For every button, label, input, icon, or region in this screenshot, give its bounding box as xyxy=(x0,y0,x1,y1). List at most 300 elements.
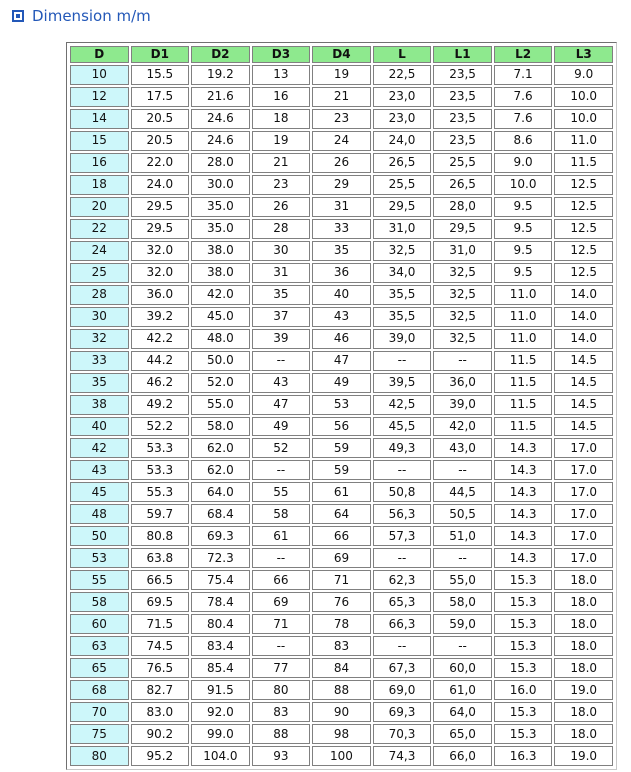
table-cell: 56,3 xyxy=(373,504,432,524)
dimension-table xyxy=(68,44,615,768)
table-cell: 21.6 xyxy=(191,87,250,107)
table-cell: 83.4 xyxy=(191,636,250,656)
table-cell: 22,5 xyxy=(373,65,432,85)
table-cell: 99.0 xyxy=(191,724,250,744)
row-key-cell: 25 xyxy=(70,263,129,283)
table-row xyxy=(70,504,613,524)
table-cell: 17.5 xyxy=(131,87,190,107)
table-cell: 16.0 xyxy=(494,680,553,700)
table-cell: 24.6 xyxy=(191,109,250,129)
table-cell: 30 xyxy=(252,241,311,261)
table-cell: 17.0 xyxy=(554,438,613,458)
table-row xyxy=(70,373,613,393)
table-cell: 55,0 xyxy=(433,570,492,590)
table-cell: 35 xyxy=(252,285,311,305)
table-cell: 38.0 xyxy=(191,263,250,283)
table-cell: 32.0 xyxy=(131,241,190,261)
table-row xyxy=(70,482,613,502)
table-row xyxy=(70,241,613,261)
table-cell: 14.5 xyxy=(554,395,613,415)
row-key-cell: 20 xyxy=(70,197,129,217)
table-cell: 16.3 xyxy=(494,746,553,766)
table-cell: 80.4 xyxy=(191,614,250,634)
table-row xyxy=(70,548,613,568)
table-cell: 9.5 xyxy=(494,219,553,239)
table-cell: 69,0 xyxy=(373,680,432,700)
row-key-cell: 45 xyxy=(70,482,129,502)
table-row xyxy=(70,724,613,744)
table-cell: 44.2 xyxy=(131,351,190,371)
table-cell: 71 xyxy=(252,614,311,634)
table-cell: 66,3 xyxy=(373,614,432,634)
table-cell: 33 xyxy=(312,219,371,239)
table-cell: 42.2 xyxy=(131,329,190,349)
table-cell: 61 xyxy=(312,482,371,502)
table-cell: 100 xyxy=(312,746,371,766)
table-cell: 83.0 xyxy=(131,702,190,722)
row-key-cell: 15 xyxy=(70,131,129,151)
column-header-d3: D3 xyxy=(252,46,311,63)
table-cell: -- xyxy=(252,548,311,568)
row-key-cell: 80 xyxy=(70,746,129,766)
table-cell: 42,5 xyxy=(373,395,432,415)
section-title-text: Dimension m/m xyxy=(32,7,151,25)
row-key-cell: 16 xyxy=(70,153,129,173)
table-cell: 14.5 xyxy=(554,373,613,393)
table-cell: 15.3 xyxy=(494,614,553,634)
table-cell: 90.2 xyxy=(131,724,190,744)
table-cell: 32,5 xyxy=(433,329,492,349)
table-cell: 82.7 xyxy=(131,680,190,700)
table-cell: 11.5 xyxy=(494,417,553,437)
table-row xyxy=(70,263,613,283)
table-cell: 28.0 xyxy=(191,153,250,173)
table-cell: 92.0 xyxy=(191,702,250,722)
table-cell: 17.0 xyxy=(554,548,613,568)
table-cell: 69 xyxy=(252,592,311,612)
table-cell: 24.0 xyxy=(131,175,190,195)
table-cell: 14.3 xyxy=(494,460,553,480)
table-cell: 11.0 xyxy=(494,329,553,349)
row-key-cell: 55 xyxy=(70,570,129,590)
table-cell: 32,5 xyxy=(373,241,432,261)
table-cell: 76 xyxy=(312,592,371,612)
table-cell: 20.5 xyxy=(131,109,190,129)
table-cell: 11.5 xyxy=(494,351,553,371)
table-cell: 22.0 xyxy=(131,153,190,173)
column-header-d: D xyxy=(70,46,129,63)
table-cell: 24.6 xyxy=(191,131,250,151)
table-cell: 9.5 xyxy=(494,197,553,217)
table-cell: 68.4 xyxy=(191,504,250,524)
table-cell: -- xyxy=(373,636,432,656)
table-row xyxy=(70,417,613,437)
table-cell: 31 xyxy=(252,263,311,283)
table-cell: 85.4 xyxy=(191,658,250,678)
table-cell: 13 xyxy=(252,65,311,85)
table-cell: 64 xyxy=(312,504,371,524)
table-cell: 66 xyxy=(252,570,311,590)
table-cell: 11.5 xyxy=(494,395,553,415)
table-cell: 12.5 xyxy=(554,175,613,195)
table-cell: 76.5 xyxy=(131,658,190,678)
table-cell: 49.2 xyxy=(131,395,190,415)
table-cell: 15.3 xyxy=(494,592,553,612)
table-cell: 53.3 xyxy=(131,460,190,480)
row-key-cell: 33 xyxy=(70,351,129,371)
table-cell: 19 xyxy=(252,131,311,151)
table-cell: 75.4 xyxy=(191,570,250,590)
table-cell: 50,5 xyxy=(433,504,492,524)
table-cell: 14.5 xyxy=(554,351,613,371)
column-header-d4: D4 xyxy=(312,46,371,63)
table-cell: 56 xyxy=(312,417,371,437)
dimension-table-frame xyxy=(66,42,617,770)
table-cell: 17.0 xyxy=(554,526,613,546)
table-cell: 59 xyxy=(312,438,371,458)
row-key-cell: 70 xyxy=(70,702,129,722)
table-row xyxy=(70,658,613,678)
table-cell: 61 xyxy=(252,526,311,546)
table-row xyxy=(70,526,613,546)
table-cell: 61,0 xyxy=(433,680,492,700)
table-cell: 23,5 xyxy=(433,131,492,151)
table-cell: -- xyxy=(433,460,492,480)
table-cell: 9.0 xyxy=(554,65,613,85)
table-cell: 14.0 xyxy=(554,285,613,305)
table-cell: 23,0 xyxy=(373,109,432,129)
table-cell: 19.0 xyxy=(554,680,613,700)
table-cell: 15.3 xyxy=(494,658,553,678)
table-cell: 32,5 xyxy=(433,285,492,305)
table-cell: 66,0 xyxy=(433,746,492,766)
row-key-cell: 58 xyxy=(70,592,129,612)
column-header-d2: D2 xyxy=(191,46,250,63)
table-row xyxy=(70,285,613,305)
table-row xyxy=(70,65,613,85)
table-cell: 52.2 xyxy=(131,417,190,437)
table-cell: 11.5 xyxy=(494,373,553,393)
table-cell: 14.3 xyxy=(494,504,553,524)
table-cell: -- xyxy=(373,351,432,371)
row-key-cell: 10 xyxy=(70,65,129,85)
table-cell: 43 xyxy=(312,307,371,327)
table-cell: 21 xyxy=(252,153,311,173)
table-row xyxy=(70,570,613,590)
table-cell: 9.5 xyxy=(494,263,553,283)
table-cell: 88 xyxy=(252,724,311,744)
table-cell: 44,5 xyxy=(433,482,492,502)
table-cell: 58,0 xyxy=(433,592,492,612)
table-cell: 36 xyxy=(312,263,371,283)
table-cell: 18.0 xyxy=(554,658,613,678)
table-cell: 45,5 xyxy=(373,417,432,437)
table-cell: 84 xyxy=(312,658,371,678)
table-cell: 12.5 xyxy=(554,241,613,261)
table-cell: 7.1 xyxy=(494,65,553,85)
table-cell: 32,5 xyxy=(433,307,492,327)
table-row xyxy=(70,87,613,107)
row-key-cell: 53 xyxy=(70,548,129,568)
table-cell: 51,0 xyxy=(433,526,492,546)
table-cell: 62,3 xyxy=(373,570,432,590)
table-cell: 59,0 xyxy=(433,614,492,634)
table-cell: 65,0 xyxy=(433,724,492,744)
table-cell: 8.6 xyxy=(494,131,553,151)
table-cell: 55.3 xyxy=(131,482,190,502)
table-cell: 23 xyxy=(252,175,311,195)
table-cell: 52.0 xyxy=(191,373,250,393)
table-cell: 20.5 xyxy=(131,131,190,151)
table-cell: 71 xyxy=(312,570,371,590)
table-cell: 104.0 xyxy=(191,746,250,766)
table-cell: 91.5 xyxy=(191,680,250,700)
table-cell: 18.0 xyxy=(554,592,613,612)
table-cell: 49 xyxy=(252,417,311,437)
table-cell: 10.0 xyxy=(494,175,553,195)
table-cell: 14.0 xyxy=(554,307,613,327)
table-cell: 15.3 xyxy=(494,702,553,722)
table-cell: 46 xyxy=(312,329,371,349)
table-cell: 77 xyxy=(252,658,311,678)
table-cell: 57,3 xyxy=(373,526,432,546)
table-cell: 55.0 xyxy=(191,395,250,415)
table-cell: 35.0 xyxy=(191,219,250,239)
table-cell: 7.6 xyxy=(494,87,553,107)
table-cell: 55 xyxy=(252,482,311,502)
table-cell: 62.0 xyxy=(191,460,250,480)
table-cell: 19.2 xyxy=(191,65,250,85)
table-cell: 17.0 xyxy=(554,482,613,502)
table-cell: -- xyxy=(252,460,311,480)
table-cell: 83 xyxy=(252,702,311,722)
table-cell: 10.0 xyxy=(554,109,613,129)
table-cell: 40 xyxy=(312,285,371,305)
row-key-cell: 32 xyxy=(70,329,129,349)
table-row xyxy=(70,153,613,173)
table-row xyxy=(70,636,613,656)
table-row xyxy=(70,592,613,612)
table-cell: 11.0 xyxy=(494,307,553,327)
table-cell: 78 xyxy=(312,614,371,634)
table-cell: 66 xyxy=(312,526,371,546)
table-cell: 23,0 xyxy=(373,87,432,107)
table-cell: 65,3 xyxy=(373,592,432,612)
table-cell: -- xyxy=(252,636,311,656)
table-cell: 69 xyxy=(312,548,371,568)
table-row xyxy=(70,351,613,371)
table-cell: 23,5 xyxy=(433,65,492,85)
table-cell: -- xyxy=(433,351,492,371)
table-cell: 64,0 xyxy=(433,702,492,722)
table-cell: 31,0 xyxy=(373,219,432,239)
table-cell: 80.8 xyxy=(131,526,190,546)
table-cell: 80 xyxy=(252,680,311,700)
table-row xyxy=(70,329,613,349)
table-cell: 12.5 xyxy=(554,219,613,239)
table-cell: 62.0 xyxy=(191,438,250,458)
table-cell: 18 xyxy=(252,109,311,129)
table-cell: 16 xyxy=(252,87,311,107)
table-cell: 67,3 xyxy=(373,658,432,678)
table-cell: 15.3 xyxy=(494,636,553,656)
table-row xyxy=(70,175,613,195)
row-key-cell: 65 xyxy=(70,658,129,678)
table-cell: 23 xyxy=(312,109,371,129)
table-cell: 88 xyxy=(312,680,371,700)
table-row xyxy=(70,702,613,722)
table-cell: 32.0 xyxy=(131,263,190,283)
table-cell: 69.5 xyxy=(131,592,190,612)
row-key-cell: 22 xyxy=(70,219,129,239)
row-key-cell: 35 xyxy=(70,373,129,393)
table-cell: 43 xyxy=(252,373,311,393)
table-cell: 17.0 xyxy=(554,504,613,524)
table-cell: 47 xyxy=(312,351,371,371)
table-cell: 46.2 xyxy=(131,373,190,393)
table-cell: 29 xyxy=(312,175,371,195)
table-cell: 43,0 xyxy=(433,438,492,458)
table-cell: 71.5 xyxy=(131,614,190,634)
table-cell: 93 xyxy=(252,746,311,766)
table-cell: 18.0 xyxy=(554,614,613,634)
table-cell: 26 xyxy=(252,197,311,217)
row-key-cell: 38 xyxy=(70,395,129,415)
table-cell: 19 xyxy=(312,65,371,85)
table-cell: 17.0 xyxy=(554,460,613,480)
table-cell: 24 xyxy=(312,131,371,151)
row-key-cell: 30 xyxy=(70,307,129,327)
column-header-d1: D1 xyxy=(131,46,190,63)
table-cell: 12.5 xyxy=(554,197,613,217)
table-cell: 59 xyxy=(312,460,371,480)
table-cell: 50,8 xyxy=(373,482,432,502)
table-row xyxy=(70,460,613,480)
table-cell: 12.5 xyxy=(554,263,613,283)
table-cell: 63.8 xyxy=(131,548,190,568)
table-cell: 49 xyxy=(312,373,371,393)
table-cell: 26,5 xyxy=(373,153,432,173)
table-cell: 14.3 xyxy=(494,438,553,458)
table-cell: 36.0 xyxy=(131,285,190,305)
table-cell: 42.0 xyxy=(191,285,250,305)
table-cell: 39 xyxy=(252,329,311,349)
table-cell: 35,5 xyxy=(373,307,432,327)
table-cell: 26,5 xyxy=(433,175,492,195)
row-key-cell: 40 xyxy=(70,417,129,437)
row-key-cell: 24 xyxy=(70,241,129,261)
table-cell: 28 xyxy=(252,219,311,239)
table-cell: 14.3 xyxy=(494,548,553,568)
table-cell: 59.7 xyxy=(131,504,190,524)
table-cell: 69,3 xyxy=(373,702,432,722)
table-cell: 14.5 xyxy=(554,417,613,437)
table-cell: 15.5 xyxy=(131,65,190,85)
table-cell: 39,0 xyxy=(373,329,432,349)
table-cell: 42,0 xyxy=(433,417,492,437)
table-cell: 25,5 xyxy=(373,175,432,195)
table-cell: -- xyxy=(433,636,492,656)
table-cell: 24,0 xyxy=(373,131,432,151)
table-cell: 10.0 xyxy=(554,87,613,107)
table-row xyxy=(70,307,613,327)
row-key-cell: 50 xyxy=(70,526,129,546)
column-header-l: L xyxy=(373,46,432,63)
table-cell: 14.3 xyxy=(494,482,553,502)
table-row xyxy=(70,438,613,458)
table-row xyxy=(70,197,613,217)
table-cell: 32,5 xyxy=(433,263,492,283)
table-body xyxy=(70,65,613,766)
row-key-cell: 12 xyxy=(70,87,129,107)
row-key-cell: 43 xyxy=(70,460,129,480)
row-key-cell: 14 xyxy=(70,109,129,129)
table-cell: 60,0 xyxy=(433,658,492,678)
table-cell: -- xyxy=(433,548,492,568)
table-cell: 95.2 xyxy=(131,746,190,766)
table-cell: 78.4 xyxy=(191,592,250,612)
table-cell: 39,0 xyxy=(433,395,492,415)
table-cell: 74.5 xyxy=(131,636,190,656)
table-cell: 64.0 xyxy=(191,482,250,502)
table-cell: 52 xyxy=(252,438,311,458)
table-cell: 58.0 xyxy=(191,417,250,437)
table-cell: 50.0 xyxy=(191,351,250,371)
table-cell: 66.5 xyxy=(131,570,190,590)
table-cell: 37 xyxy=(252,307,311,327)
table-cell: 98 xyxy=(312,724,371,744)
table-cell: 15.3 xyxy=(494,724,553,744)
square-bullet-icon xyxy=(12,10,24,22)
column-header-l1: L1 xyxy=(433,46,492,63)
table-row xyxy=(70,746,613,766)
table-cell: 35,5 xyxy=(373,285,432,305)
row-key-cell: 28 xyxy=(70,285,129,305)
row-key-cell: 18 xyxy=(70,175,129,195)
row-key-cell: 48 xyxy=(70,504,129,524)
table-cell: 19.0 xyxy=(554,746,613,766)
row-key-cell: 63 xyxy=(70,636,129,656)
table-cell: 11.0 xyxy=(494,285,553,305)
table-cell: 30.0 xyxy=(191,175,250,195)
table-cell: 39,5 xyxy=(373,373,432,393)
table-cell: 9.0 xyxy=(494,153,553,173)
column-header-l2: L2 xyxy=(494,46,553,63)
table-cell: 11.5 xyxy=(554,153,613,173)
table-cell: 15.3 xyxy=(494,570,553,590)
table-cell: 23,5 xyxy=(433,109,492,129)
table-cell: 18.0 xyxy=(554,570,613,590)
table-cell: 7.6 xyxy=(494,109,553,129)
table-cell: 23,5 xyxy=(433,87,492,107)
table-cell: 83 xyxy=(312,636,371,656)
table-cell: 90 xyxy=(312,702,371,722)
table-cell: 29,5 xyxy=(373,197,432,217)
table-cell: 29.5 xyxy=(131,197,190,217)
column-header-l3: L3 xyxy=(554,46,613,63)
row-key-cell: 68 xyxy=(70,680,129,700)
table-row xyxy=(70,680,613,700)
table-row xyxy=(70,614,613,634)
row-key-cell: 60 xyxy=(70,614,129,634)
table-cell: 49,3 xyxy=(373,438,432,458)
table-cell: 29,5 xyxy=(433,219,492,239)
table-cell: 58 xyxy=(252,504,311,524)
table-cell: 38.0 xyxy=(191,241,250,261)
table-cell: 74,3 xyxy=(373,746,432,766)
table-cell: 11.0 xyxy=(554,131,613,151)
table-cell: 72.3 xyxy=(191,548,250,568)
